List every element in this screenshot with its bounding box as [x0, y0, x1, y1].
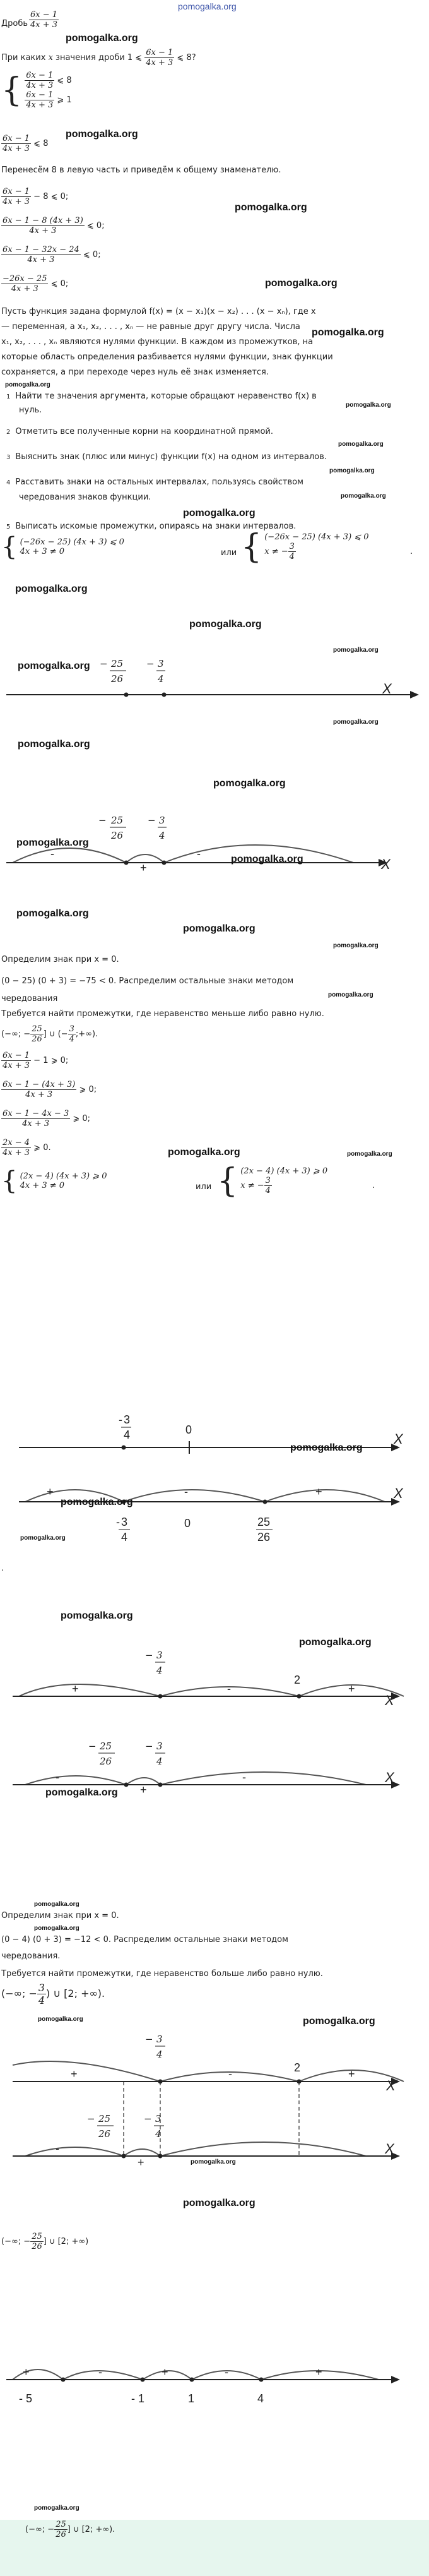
tick-label-2: - 1 [131, 2392, 145, 2405]
tick-label-4: 4 [257, 2392, 264, 2405]
watermark: pomogalka.org [235, 202, 307, 213]
step-2: $\frac{6x - 1 - 8 (4x + 3)}{4x + 3}$ ⩽ 0; [3, 216, 105, 236]
label-b-num: 3 [159, 815, 165, 826]
answer-2: (−∞; − $\frac{3}{4}$ ) ∪ [2; +∞). [1, 1982, 105, 2006]
watermark: pomogalka.org [333, 942, 379, 949]
sign-d: - [225, 2366, 228, 2378]
sign-right: - [242, 1771, 246, 1783]
dot-separator: . [1, 1564, 4, 1573]
watermark: pomogalka.org [265, 278, 338, 289]
sign-2: - [228, 2068, 232, 2080]
svg-text:−: − [148, 815, 156, 826]
sign2-t1: Определим знак при x = 0. [1, 1911, 119, 1920]
watermark: pomogalka.org [45, 1787, 118, 1798]
point-a [124, 693, 129, 697]
watermark: pomogalka.org [16, 837, 89, 848]
sign-3: + [348, 2068, 355, 2080]
svg-text:−: − [100, 658, 108, 669]
number-line-5 [0, 1642, 429, 1737]
sign1-t1: Определим знак при x = 0. [1, 955, 119, 964]
watermark: pomogalka.org [38, 2016, 83, 2023]
watermark: pomogalka.org [66, 129, 138, 140]
axis-var: X [382, 681, 392, 697]
watermark: pomogalka.org [341, 493, 386, 500]
label-b-num: 3 [156, 2034, 163, 2045]
sign-left: + [72, 1682, 79, 1695]
axis-arrow [391, 2376, 400, 2383]
intro-label: Дробь [1, 19, 28, 28]
sign2-t3: чередования. [1, 1951, 61, 1961]
watermark: pomogalka.org [231, 854, 303, 865]
sign-mid: - [184, 1485, 188, 1498]
tick-label-3: 1 [188, 2392, 195, 2405]
point-b [158, 1783, 163, 1787]
step-3: $\frac{6x - 1 - 32x - 24}{4x + 3}$ ⩽ 0; [3, 245, 101, 265]
sign-left: + [47, 1485, 54, 1498]
point-a [122, 2154, 126, 2159]
method-p5: сохраняется, а при переходе через нуль её знак изменяется. [1, 368, 269, 377]
method-item-4: 4 Расставить знаки на остальных интервалах, пользуясь свойством [6, 477, 303, 487]
watermark: pomogalka.org [329, 467, 375, 474]
label-a-num: 25 [111, 658, 124, 669]
watermark: pomogalka.org [168, 1147, 240, 1158]
method-item-1-cont: нуль. [19, 405, 42, 415]
label-a-den: 26 [100, 1756, 112, 1767]
sign2-t2: (0 − 4) (0 + 3) = −12 < 0. Распределим остальные знаки методом [1, 1935, 288, 1944]
axis-var: X [381, 856, 391, 872]
svg-text:−: − [98, 815, 107, 826]
svg-text:−: − [145, 1650, 153, 1661]
step2-2: $\frac{6x - 1 - (4x + 3)}{4x + 3}$ ⩾ 0; [3, 1080, 97, 1099]
number-line-7 [0, 2027, 429, 2191]
label-b2-num: 3 [155, 2113, 162, 2124]
method-item-4-cont: чередования знаков функции. [19, 493, 151, 502]
sign-c: + [162, 2366, 168, 2378]
label-a-num: 25 [111, 815, 124, 826]
sign-a: + [23, 2366, 30, 2378]
method-p1: Пусть функция задана формулой f(x) = (x − x₁)(x − x₂) . . . (x − xₙ), где x [1, 307, 316, 316]
point-b [158, 1694, 163, 1699]
sign-1: + [71, 2068, 78, 2080]
svg-text:−: − [87, 2113, 95, 2124]
watermark: pomogalka.org [189, 619, 262, 630]
watermark: pomogalka.org [338, 441, 384, 448]
label-b-num: 3 [121, 1516, 128, 1528]
system-a-or: или [221, 548, 237, 558]
svg-text:−: − [144, 2113, 152, 2124]
watermark: pomogalka.org [290, 1442, 363, 1453]
watermark: pomogalka.org [191, 2159, 236, 2166]
watermark: pomogalka.org [20, 1535, 66, 1542]
step2-3: $\frac{6x - 1 - 4x - 3}{4x + 3}$ ⩾ 0; [3, 1109, 91, 1129]
number-line-8 [0, 2337, 429, 2412]
method-item-1: 1 Найти те значения аргумента, которые обращают неравенство f(x) в [6, 392, 317, 401]
method-item-2: 2 Отметить все полученные корни на координатной прямой. [6, 427, 274, 436]
svg-text:−: − [145, 1740, 153, 1752]
sign-mid: - [227, 1682, 231, 1695]
point-two [297, 1694, 302, 1699]
label-b-den: 4 [156, 2049, 163, 2060]
method-p2: — переменная, а x₁, x₂, . . . , xₙ — не равные друг другу числа. Числа [1, 322, 300, 332]
label-b-den: 4 [156, 1756, 163, 1767]
label-a-den: 26 [111, 830, 124, 841]
watermark: pomogalka.org [303, 2016, 375, 2027]
watermark: pomogalka.org [34, 2505, 79, 2512]
label-a-den: 26 [98, 2128, 111, 2140]
sign-right: + [315, 1485, 322, 1498]
label-two: 2 [294, 1674, 301, 1686]
system-a-left: { (−26x − 25) (4x + 3) ⩽ 0 4x + 3 ≠ 0 [1, 532, 124, 561]
point-a [124, 861, 129, 865]
method-item-3: 3 Выяснить знак (плюс или минус) функции f(x) на одном из интервалов. [6, 452, 327, 462]
sign1-t3: чередования [1, 994, 58, 1003]
watermark: pomogalka.org [66, 33, 138, 44]
sign-right: - [197, 848, 201, 860]
label-b-num: 3 [158, 658, 164, 669]
watermark: pomogalka.org [328, 991, 373, 998]
watermark: pomogalka.org [183, 923, 256, 934]
sign-b: - [98, 2366, 102, 2378]
point-a [124, 1783, 129, 1787]
label-a-den: 26 [257, 1531, 271, 1543]
question-text: При каких x значения дроби 1 ⩽ $\frac{6x - 1}{4x + 3}$ ⩽ 8? [1, 48, 196, 68]
sign-right: + [348, 1682, 355, 1695]
point-b [122, 1446, 126, 1450]
site-watermark-top: pomogalka.org [178, 1, 237, 11]
point-b [162, 861, 167, 865]
method-p3: x₁, x₂, . . . , xₙ являются нулями функции. В каждом из промежутков, на [1, 337, 314, 347]
watermark: pomogalka.org [347, 1151, 392, 1158]
sign2-t4: Требуется найти промежутки, где неравенство больше либо равно нулю. [1, 1969, 323, 1979]
watermark: pomogalka.org [213, 778, 286, 789]
system-b-left: { (2x − 4) (4x + 3) ⩾ 0 4x + 3 ≠ 0 [1, 1166, 107, 1195]
sign-left: - [50, 848, 54, 860]
system-a-right: { (−26x − 25) (4x + 3) ⩽ 0 x ≠ − $\frac{3}{4}$ [241, 528, 369, 566]
sign-e: + [315, 2366, 322, 2378]
watermark: pomogalka.org [333, 719, 379, 726]
sign1-t4: Требуется найти промежутки, где неравенство меньше либо равно нулю. [1, 1009, 324, 1019]
watermark: pomogalka.org [34, 1925, 79, 1932]
watermark: pomogalka.org [61, 1497, 133, 1507]
label-b-den: 4 [156, 1665, 163, 1676]
axis-var: X [385, 1692, 394, 1708]
axis-var: X [385, 1770, 394, 1785]
label-b-den: 4 [158, 673, 164, 685]
label-b-den: 4 [121, 1531, 128, 1543]
label-b-den: 4 [159, 830, 165, 841]
intro-fraction: $\frac{6x - 1}{4x + 3}$ [30, 10, 58, 30]
answer-1: (−∞; − $\frac{25}{26}$ ] ∪ (− $\frac{3}{4}$ ;+∞). [1, 1024, 98, 1044]
label-zero: 0 [185, 1423, 192, 1436]
tick-label-1: - 5 [19, 2392, 33, 2405]
svg-text:-: - [116, 1516, 120, 1528]
step-1: $\frac{6x - 1}{4x + 3}$ − 8 ⩽ 0; [3, 187, 69, 207]
method-item-5: 5 Выписать искомые промежутки, опираясь на знаки интервалов. [6, 522, 297, 531]
point-a [263, 1500, 267, 1504]
label-b-num: 3 [156, 1650, 163, 1661]
label-b2-den: 4 [155, 2128, 162, 2140]
svg-text:−: − [146, 658, 155, 669]
point-b [158, 2080, 163, 2084]
system-1-line3: $\frac{6x - 1}{4x + 3}$ ⩽ 8 [3, 134, 49, 153]
answer-3: (−∞; − $\frac{25}{26}$ ] ∪ [2; +∞) [1, 2232, 89, 2251]
step2-1: $\frac{6x - 1}{4x + 3}$ − 1 ⩾ 0; [3, 1051, 69, 1070]
system-b-right: { (2x − 4) (4x + 3) ⩾ 0 x ≠ − $\frac{3}{4}$ [217, 1162, 328, 1200]
svg-text:−: − [145, 2034, 153, 2045]
watermark: pomogalka.org [183, 508, 256, 518]
watermark: pomogalka.org [299, 1637, 372, 1648]
label-a-num: 25 [98, 2113, 111, 2124]
point-b [162, 693, 167, 697]
number-line-1 [0, 644, 429, 714]
label-a-den: 26 [111, 673, 124, 685]
step2-4: $\frac{2x - 4}{4x + 3}$ ⩾ 0. [3, 1138, 51, 1158]
label-two: 2 [294, 2061, 301, 2074]
step-4: $\frac{-26x - 25}{4x + 3}$ ⩽ 0; [3, 274, 69, 294]
watermark: pomogalka.org [333, 647, 379, 654]
watermark: pomogalka.org [18, 739, 90, 750]
axis-var: X [386, 2078, 396, 2094]
sign-4: - [56, 2142, 59, 2155]
watermark: pomogalka.org [18, 661, 90, 671]
watermark: pomogalka.org [34, 1901, 79, 1908]
watermark: pomogalka.org [61, 1610, 133, 1621]
label-b-num: 3 [156, 1740, 163, 1752]
label-a-num: 25 [100, 1740, 112, 1752]
label-b-den: 4 [124, 1429, 131, 1441]
point-two [297, 2080, 302, 2084]
system-1: { $\frac{6x - 1}{4x + 3}$ ⩽ 8 $\frac{6x - 1}{4x + 3}$ ⩾ 1 [1, 71, 72, 110]
sign-mid: + [140, 861, 147, 874]
svg-text:−: − [88, 1740, 97, 1752]
sign1-t2: (0 − 25) (0 + 3) = −75 < 0. Распределим остальные знаки методом [1, 976, 294, 986]
label-zero: 0 [184, 1517, 191, 1530]
axis-var: X [394, 1485, 403, 1501]
axis-var-2: X [385, 2141, 394, 2157]
method-p4: которые область определения разбивается нулями функции, знак функции [1, 352, 333, 362]
sign-left: - [56, 1771, 59, 1783]
watermark: pomogalka.org [346, 402, 391, 409]
svg-text:-: - [119, 1413, 122, 1426]
final-answer: (−∞; − $\frac{25}{26}$ ] ∪ [2; +∞). [25, 2520, 115, 2539]
watermark: pomogalka.org [312, 327, 384, 338]
label-a-num: 25 [257, 1516, 271, 1528]
watermark: pomogalka.org [5, 381, 50, 388]
axis-arrow [410, 691, 419, 698]
transfer-text: Перенесём 8 в левую часть и приведём к общему знаменателю. [1, 165, 281, 175]
sign-mid: + [140, 1783, 147, 1796]
axis-var: X [394, 1431, 403, 1447]
system-b-or: или [196, 1182, 212, 1192]
sign-5: + [138, 2156, 144, 2169]
watermark: pomogalka.org [16, 908, 89, 919]
watermark: pomogalka.org [15, 584, 88, 594]
watermark: pomogalka.org [183, 2198, 256, 2208]
label-b-num: 3 [124, 1413, 131, 1426]
